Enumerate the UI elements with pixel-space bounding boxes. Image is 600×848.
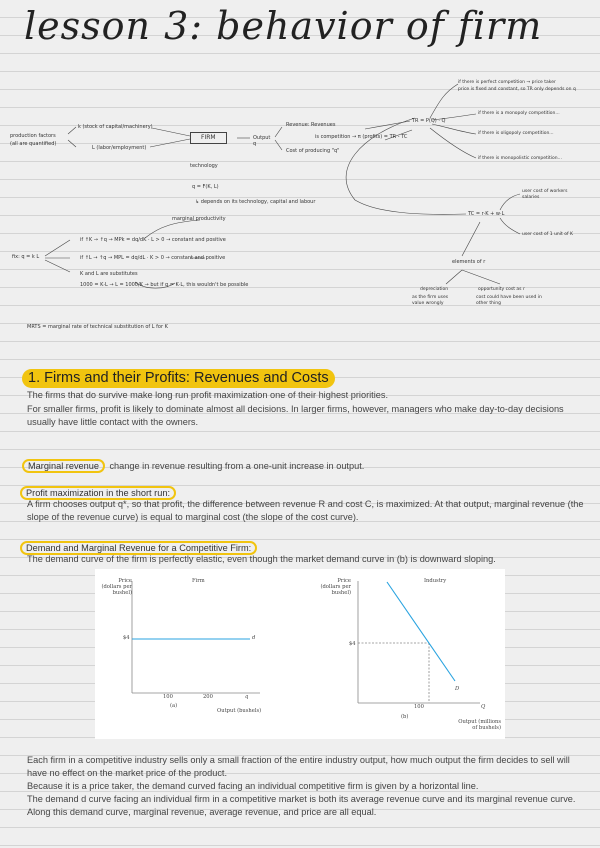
marginal-revenue-definition: [22, 456, 364, 474]
profit-max-text: A firm chooses output q*, so that profit, the difference between revenue R and cost C, is maximized. At that output, marginal revenue (the slope of the revenue curve) is equal to marginal cost (the slope of the cost curve).: [27, 499, 584, 522]
note-depends: ↳ depends on its technology, capital and labour: [195, 199, 316, 205]
note-output: Output q: [253, 135, 271, 147]
note-monopoly: if there is a monopoly competition...: [478, 111, 560, 116]
note-production-factors: production factors: [10, 133, 56, 139]
firm-ylabel-line1: Price: [118, 578, 132, 584]
note-user-cost-k: user cost of 1 unit of K: [522, 232, 573, 237]
note-fx: fix: q = k L: [12, 254, 40, 260]
firm-panel-label: (a): [170, 703, 178, 709]
marginal-revenue-text: change in revenue resulting from a one-unit increase in output.: [109, 461, 365, 471]
note-depreciation: depreciation: [420, 287, 449, 292]
firm-price-tick: $4: [123, 635, 130, 641]
note-capital: k (stock of capital/machinery): [78, 124, 153, 130]
note-opportunity2: cost could have been used in other thing: [476, 295, 542, 306]
note-tr: TR = P(Q) · Q: [412, 118, 446, 124]
note-labour: L (labor/employment): [92, 145, 147, 151]
marginal-revenue-term: Marginal revenue: [22, 459, 105, 473]
note-monopolistic: if there is monopolistic competition...: [478, 156, 562, 161]
note-case4: 1000 = K·L → L = 1000/K → but if q = K·L, this wouldn't be possible: [80, 282, 249, 288]
firm-ylabel-line3: bushel): [112, 590, 132, 596]
industry-xlabel-line1: Output (millions: [458, 719, 501, 725]
industry-panel-label: (b): [401, 714, 409, 720]
note-perfect: if there is perfect competition → price taker: [458, 80, 556, 85]
demand-text: The demand curve of the firm is perfectly elastic, even though the market demand curve in (b) is downward sloping.: [27, 554, 496, 564]
profit-max-term: Profit maximization in the short run:: [20, 486, 176, 500]
figure-graphics: [95, 569, 505, 739]
note-revenue: Revenue: Revenues: [286, 122, 336, 128]
industry-ylabel-line1: Price: [337, 578, 351, 584]
industry-demand-curve: [387, 582, 455, 681]
firm-xlabel: Output (bushels): [217, 708, 262, 714]
note-marginal-productivity: marginal productivity: [172, 216, 226, 222]
industry-price-tick: $4: [349, 641, 356, 647]
page-title: lesson 3: behavior of firm: [24, 4, 543, 48]
firm-ylabel-line2: (dollars per: [101, 584, 132, 590]
note-tc: TC = r·K + w·L: [468, 211, 505, 217]
note-elements: elements of r: [452, 259, 486, 265]
industry-x-symbol: Q: [481, 704, 486, 710]
conclusion-paragraph-2: Because it is a price taker, the demand curved facing an individual competitive firm is given by a horizontal line.: [27, 781, 479, 791]
intro-paragraph-2: For smaller firms, profit is likely to dominate almost all decisions. In larger firms, however, managers who make day-to-day decisions usually have little contact with the owners.: [27, 404, 564, 427]
note-oligopoly: if there is oligopoly competition...: [478, 131, 554, 136]
demand-figure: [95, 569, 505, 739]
note-firm-box: FIRM: [190, 132, 227, 144]
firm-xtick-200: 200: [203, 694, 213, 700]
note-competition-price: is competition → π (profits) = TR - TC: [315, 134, 408, 140]
note-opportunity: opportunity cost as r: [478, 287, 525, 292]
note-all-quantified: (all are quantified): [10, 141, 57, 147]
firm-title: Firm: [192, 578, 205, 584]
note-q-fkl: q = F(K, L): [192, 184, 219, 190]
note-depreciation2: as the firm uses value wrongly: [412, 295, 449, 306]
firm-curve-label: d: [252, 635, 256, 641]
note-mrts: MRTS = marginal rate of technical substitution of L for K: [27, 324, 168, 330]
note-perfect2: price is fixed and constant, so TR only depends on q: [458, 87, 576, 92]
note-technology: technology: [190, 163, 218, 169]
industry-title: Industry: [424, 578, 447, 584]
note-case3: K and L are substitutes: [80, 271, 138, 277]
demand-term: Demand and Marginal Revenue for a Competitive Firm:: [20, 541, 257, 555]
note-cost-of-producing: Cost of producing "q": [286, 148, 340, 154]
industry-xtick-100: 100: [414, 704, 424, 710]
firm-xtick-100: 100: [163, 694, 173, 700]
intro-paragraph-1: The firms that do survive make long run profit maximization one of their highest priorities.: [27, 390, 389, 400]
note-user-cost: user cost of workers salaries: [522, 189, 568, 200]
conclusion-paragraph-1: Each firm in a competitive industry sells only a small fraction of the entire industry output, how much output the firm decides to sell will have no effect on the market price of the product.: [27, 755, 570, 778]
firm-x-symbol: q: [245, 694, 249, 700]
conclusion-paragraph-3: The demand d curve facing an individual firm in a competitive market is both its average revenue curve and its marginal revenue curve. Along this demand curve, marginal revenue, average revenue, and price are all equal.: [27, 794, 576, 817]
section-heading: 1. Firms and their Profits: Revenues and Costs: [22, 369, 335, 388]
industry-curve-label: D: [455, 686, 460, 692]
note-case2: if ↑L → ↑q → MPL = dq/dL · K > 0 → constant and positive: [80, 255, 226, 261]
industry-xlabel-line2: of bushels): [472, 725, 501, 731]
industry-ylabel-line2: (dollars per: [320, 584, 351, 590]
note-case1: if ↑K → ↑q → MPk = dq/dK · L > 0 → constant and positive: [80, 237, 226, 243]
industry-ylabel-line3: bushel): [331, 590, 351, 596]
